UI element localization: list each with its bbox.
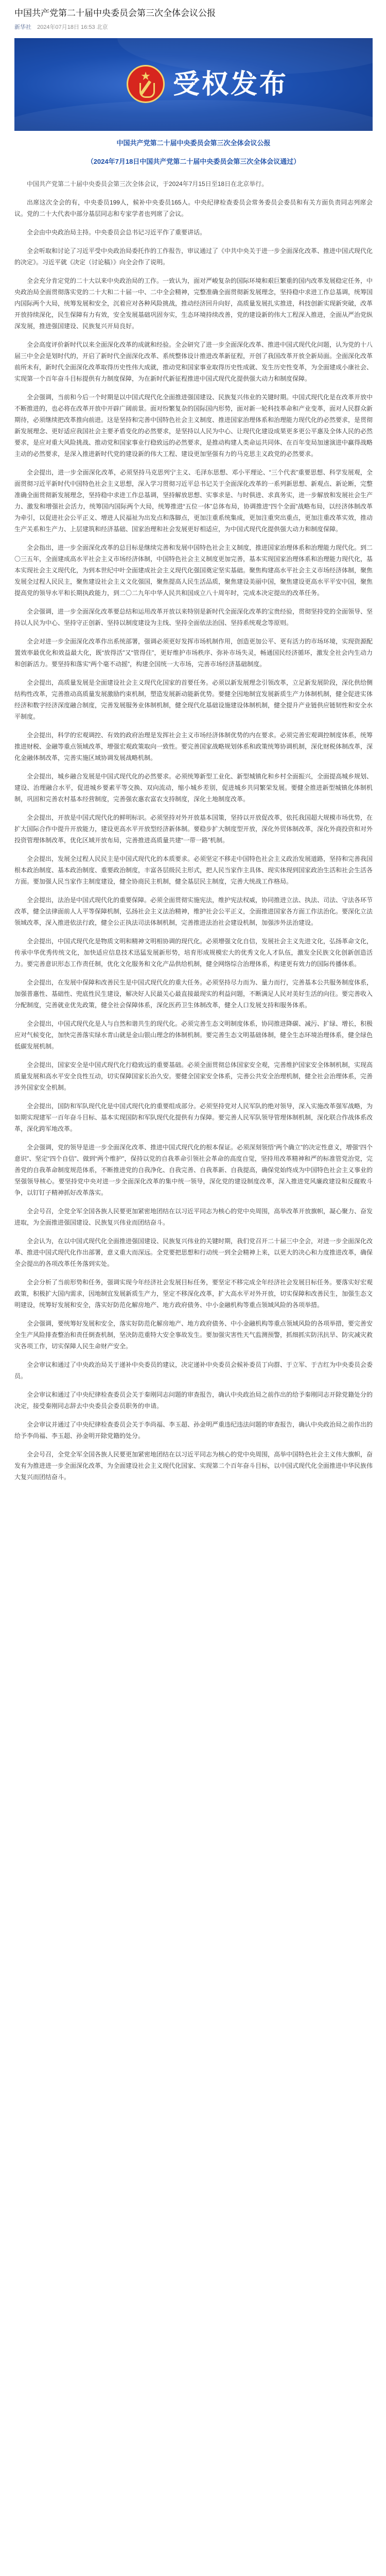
- body-paragraph: 出席这次全会的有，中央委员199人，候补中央委员165人。中央纪律检查委员会常务委员会委员和有关方面负责同志列席会议。党的二十大代表中部分基层同志和专家学者也列席了会议。: [14, 199, 373, 217]
- body-paragraph: 全会认为，在以中国式现代化全面推进强国建设、民族复兴伟业的关键时期，我们党召开二十届三中全会，对进一步全面深化改革、推进中国式现代化作出部署，意义重大而深远。全党要把思想和行动统一到全会精神上来，以更大的决心和力度推进改革，确保全会提出的各项改革任务落到实处。: [14, 1238, 373, 1267]
- banner-wave-decoration: [14, 100, 373, 131]
- body-paragraph: 全会提出，在发展中保障和改善民生是中国式现代化的重大任务。必须坚持尽力而为、量力而行，完善基本公共服务制度体系，加强普惠性、基础性、兜底性民生建设，解决好人民最关心最直接最现实的利益问题，不断满足人民对美好生活的向往。要完善收入分配制度，完善就业优先政策，健全社会保障体系，深化医药卫生体制改革，健全人口发展支持和服务体系。: [14, 979, 373, 1009]
- body-paragraph: 全会提出，国家安全是中国式现代化行稳致远的重要基础。必须全面贯彻总体国家安全观，完善维护国家安全体制机制，实现高质量发展和高水平安全良性互动，切实保障国家长治久安。要健全国家安全体系，完善公共安全治理机制，健全社会治理体系，完善涉外国家安全机制。: [14, 1061, 373, 1091]
- body-paragraph: 全会提出，国防和军队现代化是中国式现代化的重要组成部分。必须坚持党对人民军队的绝对领导，深入实施改革强军战略，为如期实现建军一百年奋斗目标、基本实现国防和军队现代化提供有力保障。要完善人民军队领导管理体制机制，深化联合作战体系改革，深化跨军地改革。: [14, 1103, 373, 1132]
- body-paragraph: 全会高度评价新时代以来全面深化改革的成就和经验。全会研究了进一步全面深化改革、推进中国式现代化问题，认为党的十八届三中全会是划时代的，开启了新时代全面深化改革、系统整体设计推进改革新征程，开创了我国改革开放全新局面。全面深化改革前所未有，新时代全面深化改革取得历史性伟大成就，推动党和国家事业取得历史性成就、发生历史性变革，为全面建成小康社会、实现第一个百年奋斗目标提供有力制度保障，为在新时代新征程推进中国式现代化提供强大动力和制度保障。: [14, 341, 373, 382]
- body-paragraph: 全会充分肯定党的二十大以来中央政治局的工作。一致认为，面对严峻复杂的国际环境和艰巨繁重的国内改革发展稳定任务，中央政治局全面贯彻落实党的二十大和二十届一中、二中全会精神，完整准确全面贯彻新发展理念，坚持稳中求进工作总基调，统筹国内国际两个大局，统筹发展和安全，沉着应对各种风险挑战，推动经济回升向好，高质量发展扎实推进，科技创新实现新突破，改革开放持续深化，民生保障有力有效，安全发展基础巩固夯实，生态环境持续改善，党的建设新的伟大工程深入推进，全面从严治党纵深发展，推进强国建设、民族复兴开局良好。: [14, 277, 373, 330]
- article-body: [14, 197, 373, 1483]
- body-paragraph: 全会强调，当前和今后一个时期是以中国式现代化全面推进强国建设、民族复兴伟业的关键时期。中国式现代化是在改革开放中不断推进的，也必将在改革开放中开辟广阔前景。面对纷繁复杂的国际国内形势，面对新一轮科技革命和产业变革，面对人民群众新期待，必须继续把改革推向前进。这是坚持和完善中国特色社会主义制度、推进国家治理体系和治理能力现代化的必然要求，是贯彻新发展理念、更好适应我国社会主要矛盾变化的必然要求，是坚持以人民为中心、让现代化建设成果更多更公平惠及全体人民的必然要求，是应对重大风险挑战、推动党和国家事业行稳致远的必然要求，是推动构建人类命运共同体、在百年变局加速演进中赢得战略主动的必然要求，是深入推进新时代党的建设新的伟大工程、建设更加坚强有力的马克思主义政党的必然要求。: [14, 394, 373, 457]
- adoption-note: （2024年7月18日中国共产党第二十届中央委员会第三次全体会议通过）: [86, 158, 301, 165]
- article-meta: [14, 23, 373, 31]
- party-emblem-icon: ★: [127, 65, 165, 103]
- body-paragraph: 全会提出，中国式现代化是人与自然和谐共生的现代化。必须完善生态文明制度体系，协同推进降碳、减污、扩绿、增长，积极应对气候变化，加快完善落实绿水青山就是金山银山理念的体制机制。要完善生态文明基础体制，健全生态环境治理体系，健全绿色低碳发展机制。: [14, 1020, 373, 1050]
- body-paragraph: 全会审议和通过了中央政治局关于递补中央委员的建议，决定递补中央委员会候补委员丁向群、于立军、于吉红为中央委员会委员。: [14, 1361, 373, 1380]
- body-paragraph: 全会分析了当前形势和任务，强调实现今年经济社会发展目标任务，要坚定不移完成全年经济社会发展目标任务。要落实好宏观政策，积极扩大国内需求，因地制宜发展新质生产力，坚定不移深化改革，扩大高水平对外开放，切实保障和改善民生，加强生态文明建设，统筹好发展和安全，落实好防范化解房地产、地方政府债务、中小金融机构等重点领域风险的各项举措。: [14, 1279, 373, 1309]
- body-paragraph: 全会强调，党的领导是进一步全面深化改革、推进中国式现代化的根本保证。必须深刻领悟“两个确立”的决定性意义，增强“四个意识”、坚定“四个自信”、做到“两个维护”，保持以党的自我革命引领社会革命的高度自觉，坚持用改革精神和严的标准管党治党，完善党的自我革命制度规范体系，不断推进党的自我净化、自我完善、自我革新、自我提高，确保党始终成为中国特色社会主义事业的坚强领导核心。要坚持党中央对进一步全面深化改革的集中统一领导，深化党的建设制度改革，深入推进党风廉政建设和反腐败斗争，以钉钉子精神抓好改革落实。: [14, 1144, 373, 1196]
- article-headline: 中国共产党第二十届中央委员会第三次全体会议公报: [14, 8, 216, 18]
- body-paragraph: 全会提出，进一步全面深化改革，必须坚持马克思列宁主义、毛泽东思想、邓小平理论、“三个代表”重要思想、科学发展观，全面贯彻习近平新时代中国特色社会主义思想，深入学习贯彻习近平总书记关于全面深化改革的一系列新思想、新观点、新论断，完整准确全面贯彻新发展理念，坚持稳中求进工作总基调，坚持解放思想、实事求是、与时俱进、求真务实，进一步解放和发展社会生产力、激发和增强社会活力，统筹国内国际两个大局，统筹推进“五位一体”总体布局，协调推进“四个全面”战略布局，以经济体制改革为牵引，以促进社会公平正义、增进人民福祉为出发点和落脚点，更加注重系统集成，更加注重突出重点，更加注重改革实效，推动生产关系和生产力、上层建筑和经济基础、国家治理和社会发展更好相适应，为中国式现代化提供强大动力和制度保障。: [14, 469, 373, 533]
- body-paragraph: 全会强调，要统筹好发展和安全，落实好防范化解房地产、地方政府债务、中小金融机构等重点领域风险的各项举措，要完善安全生产风险排查整治和责任倒查机制，坚决防范重特大安全事故发生。要加强灾害性天气监测预警，抓细抓实防汛抗旱、防灾减灾救灾各项工作，切实保障人民生命财产安全。: [14, 1320, 373, 1350]
- lead-paragraph: 中国共产党第二十届中央委员会第三次全体会议，于2024年7月15日至18日在北京举行。: [27, 180, 268, 188]
- body-paragraph: 全会审议并通过了中央纪律检查委员会关于李尚福、李玉超、孙金明严重违纪违法问题的审查报告，确认中央政治局之前作出的给予李尚福、李玉超、孙金明开除党籍的处分。: [14, 1421, 373, 1439]
- body-paragraph: 全会指出，进一步全面深化改革的总目标是继续完善和发展中国特色社会主义制度，推进国家治理体系和治理能力现代化。到二〇三五年，全面建成高水平社会主义市场经济体制，中国特色社会主义制度更加完善，基本实现国家治理体系和治理能力现代化，基本实现社会主义现代化，为到本世纪中叶全面建成社会主义现代化强国奠定坚实基础。聚焦构建高水平社会主义市场经济体制，聚焦发展全过程人民民主，聚焦建设社会主义文化强国，聚焦提高人民生活品质，聚焦建设美丽中国，聚焦建设更高水平平安中国，聚焦提高党的领导水平和长期执政能力，到二〇二九年中华人民共和国成立八十周年时，完成本决定提出的改革任务。: [14, 544, 373, 597]
- body-paragraph: 全会号召，全党全军全国各族人民要更加紧密地团结在以习近平同志为核心的党中央周围，高举改革开放旗帜，凝心聚力、奋发进取，为全面推进强国建设、民族复兴伟业而团结奋斗。: [14, 1208, 373, 1226]
- body-paragraph: 全会提出，城乡融合发展是中国式现代化的必然要求。必须统筹新型工业化、新型城镇化和乡村全面振兴，全面提高城乡规划、建设、治理融合水平，促进城乡要素平等交换、双向流动，缩小城乡差别，促进城乡共同繁荣发展。要健全推进新型城镇化体制机制，巩固和完善农村基本经营制度，完善强农惠农富农支持制度，深化土地制度改革。: [14, 773, 373, 803]
- body-paragraph: 全会强调，进一步全面深化改革要总结和运用改革开放以来特别是新时代全面深化改革的宝贵经验，贯彻坚持党的全面领导、坚持以人民为中心、坚持守正创新、坚持以制度建设为主线、坚持全面依法治国、坚持系统观念等原则。: [14, 608, 373, 626]
- body-paragraph: 全会提出，法治是中国式现代化的重要保障。必须全面贯彻实施宪法，维护宪法权威，协同推进立法、执法、司法、守法各环节改革，健全法律面前人人平等保障机制，弘扬社会主义法治精神，维护社会公平正义，全面推进国家各方面工作法治化。要深化立法领域改革，深入推进依法行政，健全公正执法司法体制机制，完善推进法治社会建设机制，加强涉外法治建设。: [14, 896, 373, 926]
- publish-datetime: 2024年07月18日 16:53 北京: [37, 24, 108, 30]
- body-paragraph: 全会听取和讨论了习近平受中央政治局委托作的工作报告，审议通过了《中共中央关于进一步全面深化改革、推进中国式现代化的决定》。习近平就《决定（讨论稿）》向全会作了说明。: [14, 247, 373, 266]
- body-paragraph: 全会对进一步全面深化改革作出系统部署，强调必须更好发挥市场机制作用，创造更加公平、更有活力的市场环境，实现资源配置效率最优化和效益最大化，既“放得活”又“管得住”，更好维护市场秩序、弥补市场失灵，畅通国民经济循环，激发全社会内生动力和创新活力。要坚持和落实“两个毫不动摇”，构建全国统一大市场，完善市场经济基础制度。: [14, 638, 373, 668]
- body-paragraph: 全会提出，中国式现代化是物质文明和精神文明相协调的现代化。必须增强文化自信，发展社会主义先进文化，弘扬革命文化，传承中华优秀传统文化，加快适应信息技术迅猛发展新形势，培育形成规模宏大的优秀文化人才队伍，激发全民族文化创新创造活力。要完善意识形态工作责任制，优化文化服务和文化产品供给机制，健全网络综合治理体系，构建更有效力的国际传播体系。: [14, 938, 373, 968]
- author-link[interactable]: 新华社: [14, 24, 31, 30]
- body-paragraph: 全会提出，高质量发展是全面建设社会主义现代化国家的首要任务。必须以新发展理念引领改革，立足新发展阶段，深化供给侧结构性改革，完善推动高质量发展激励约束机制，塑造发展新动能新优势。要健全因地制宜发展新质生产力体制机制，健全促进实体经济和数字经济深度融合制度，完善发展服务业体制机制，健全现代化基础设施建设体制机制，健全提升产业链供应链韧性和安全水平制度。: [14, 679, 373, 720]
- header-banner: [14, 38, 373, 131]
- body-paragraph: 全会审议和通过了中央纪律检查委员会关于秦刚同志问题的审查报告，确认中央政治局之前作出的给予秦刚同志开除党籍处分的决定，接受秦刚同志辞去中央委员会委员职务的申请。: [14, 1391, 373, 1410]
- body-paragraph: 全会提出，发展全过程人民民主是中国式现代化的本质要求。必须坚定不移走中国特色社会主义政治发展道路，坚持和完善我国根本政治制度、基本政治制度、重要政治制度，丰富各层级民主形式，把人民当家作主具体、现实体现到国家政治生活和社会生活各方面。要加强人民当家作主制度建设，健全协商民主机制，健全基层民主制度，完善大统战工作格局。: [14, 855, 373, 885]
- body-paragraph: 全会由中央政治局主持。中央委员会总书记习近平作了重要讲话。: [27, 229, 206, 236]
- body-paragraph: 全会提出，科学的宏观调控、有效的政府治理是发挥社会主义市场经济体制优势的内在要求。必须完善宏观调控制度体系，统筹推进财税、金融等重点领域改革，增强宏观政策取向一致性。要完善国家战略规划体系和政策统筹协调机制，深化财税体制改革，深化金融体制改革，完善实施区域协调发展战略机制。: [14, 732, 373, 761]
- banner-title: 受权发布: [173, 69, 289, 100]
- footer-spacer: [14, 1489, 373, 1502]
- body-paragraph: 全会号召，全党全军全国各族人民要更加紧密地团结在以习近平同志为核心的党中央周围，高举中国特色社会主义伟大旗帜，奋发有为推进进一步全面深化改革，为全面建设社会主义现代化国家、实现第二个百年奋斗目标，以中国式现代化全面推进中华民族伟大复兴而团结奋斗。: [14, 1451, 373, 1481]
- article-subtitle: 中国共产党第二十届中央委员会第三次全体会议公报: [116, 139, 271, 147]
- body-paragraph: 全会提出，开放是中国式现代化的鲜明标识。必须坚持对外开放基本国策，坚持以开放促改革，依托我国超大规模市场优势，在扩大国际合作中提升开放能力，建设更高水平开放型经济新体制。要稳步扩大制度型开放，深化外贸体制改革，深化外商投资和对外投资管理体制改革，优化区域开放布局，完善推进高质量共建“一带一路”机制。: [14, 814, 373, 844]
